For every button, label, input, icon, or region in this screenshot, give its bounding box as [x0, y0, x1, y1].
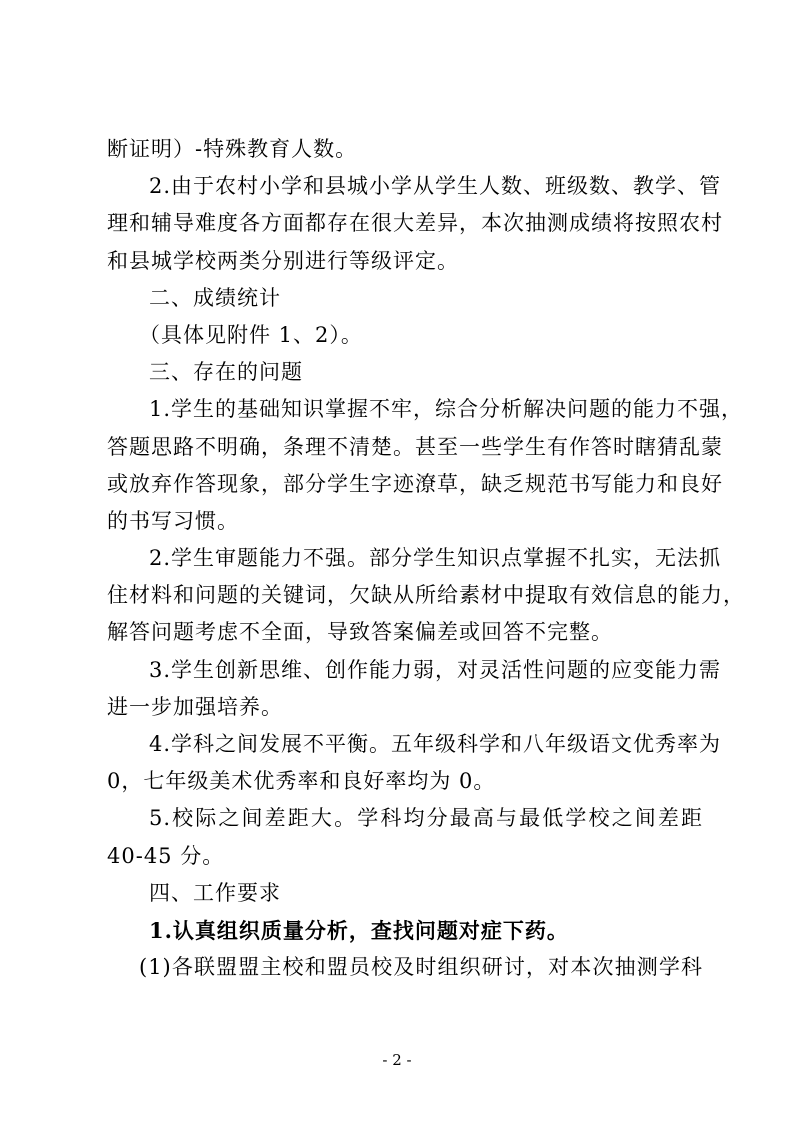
section-heading-work-requirements: 四、工作要求	[149, 880, 281, 905]
text-line: 理和辅导难度各方面都存在很大差异，本次抽测成绩将按照农村	[107, 211, 723, 236]
section-heading-problems: 三、存在的问题	[149, 360, 303, 385]
text-line: (1)各联盟盟主校和盟员校及时组织研讨，对本次抽测学科	[139, 955, 703, 980]
text-line: 进一步加强培养。	[107, 694, 283, 719]
text-line: 解答问题考虑不全面，导致答案偏差或回答不完整。	[107, 620, 613, 645]
text-line: 和县城学校两类分别进行等级评定。	[107, 248, 459, 273]
text-line: 答题思路不明确，条理不清楚。甚至一些学生有作答时瞎猜乱蒙	[107, 434, 723, 459]
text-line: 0，七年级美术优秀率和良好率均为 0。	[107, 769, 496, 794]
text-line: 1.学生的基础知识掌握不牢，综合分析解决问题的能力不强，	[149, 397, 744, 422]
text-line: 4.学科之间发展不平衡。五年级科学和八年级语文优秀率为	[149, 732, 722, 756]
text-line: 或放弃作答现象，部分学生字迹潦草，缺乏规范书写能力和良好	[107, 471, 723, 496]
text-line: （具体见附件 1、2）。	[139, 322, 363, 347]
text-line: 的书写习惯。	[107, 508, 239, 533]
subheading-quality-analysis: 1.认真组织质量分析，查找问题对症下药。	[149, 917, 569, 943]
text-line: 断证明）-特殊教育人数。	[107, 137, 358, 161]
document-body	[107, 131, 745, 986]
text-line: 3.学生创新思维、创作能力弱，对灵活性问题的应变能力需	[149, 657, 722, 682]
text-line: 2.由于农村小学和县城小学从学生人数、班级数、教学、管	[149, 174, 722, 199]
text-line: 40-45 分。	[107, 843, 225, 868]
text-line: 住材料和问题的关键词，欠缺从所给素材中提取有效信息的能力，	[107, 583, 745, 608]
text-line: 5.校际之间差距大。学科均分最高与最低学校之间差距	[149, 806, 703, 831]
section-heading-score-stats: 二、成绩统计	[149, 285, 281, 310]
page-number: - 2 -	[382, 1051, 412, 1069]
text-line: 2.学生审题能力不强。部分学生知识点掌握不扎实，无法抓	[149, 546, 722, 571]
